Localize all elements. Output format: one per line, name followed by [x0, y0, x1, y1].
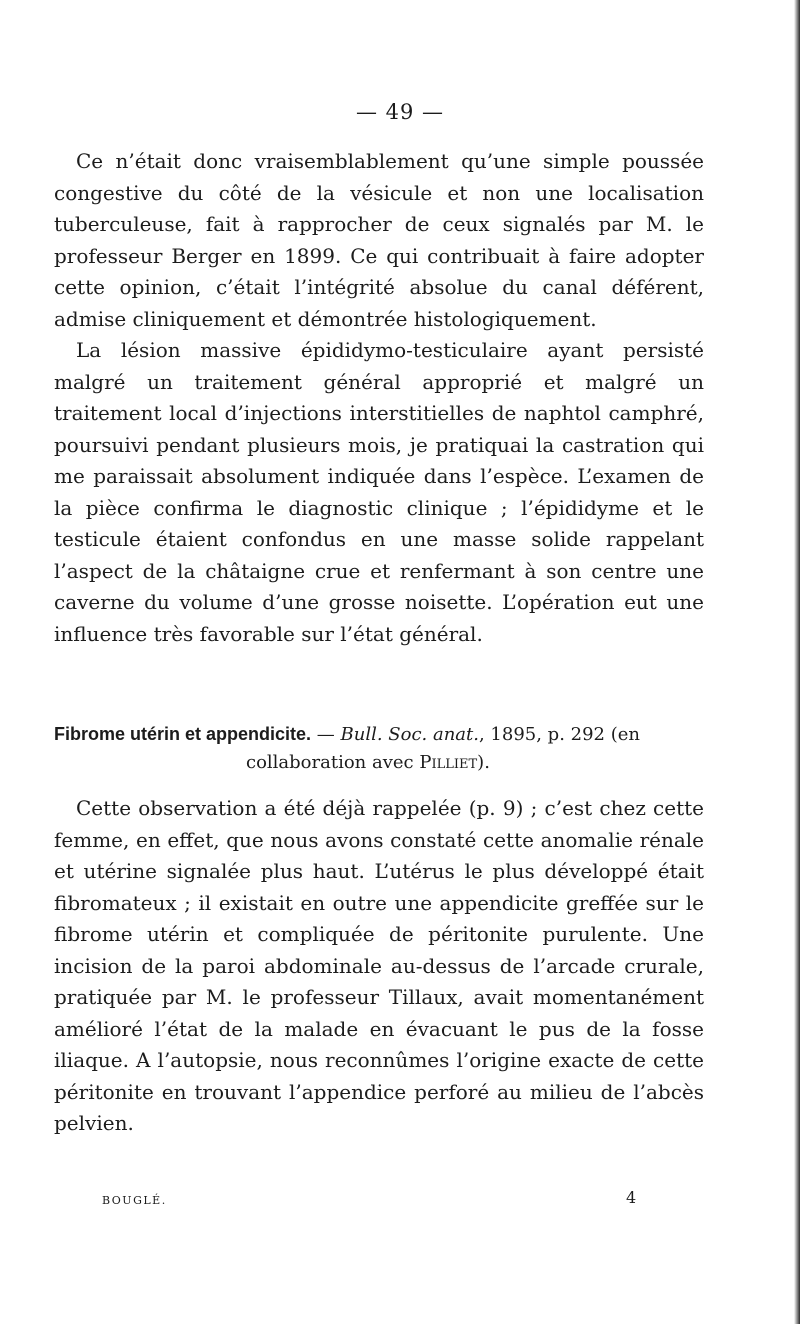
heading-collab-prefix: collaboration avec — [246, 752, 420, 773]
heading-line-2 — [54, 749, 704, 777]
paragraph: Ce n’était donc vraisemblablement qu’une simple poussée congestive du côté de la vésicule et non une localisation tuberculeuse, fait à rapprocher de ceux signalés par M. le professeur Berger en 1899. Ce qui contribuait à faire adopter cette opinion, c’était l’intégrité absolue du canal déférent, admise cliniquement et démontrée histologiquement. — [54, 149, 704, 331]
heading-reference: Bull. Soc. anat. — [340, 724, 479, 745]
paragraph: La lésion massive épididymo-testiculaire ayant persisté malgré un traitement général approprié et malgré un traitement local d’injections interstitielles de naphtol camphré, poursuivi pendant plusieurs mois, je pratiquai la castration qui me paraissait absolument indiquée dans l’espèce. L’examen de la pièce confirma le diagnostic clinique ; l’épididyme et le testicule étaient confondus en une masse solide rappelant l’aspect de la châtaigne crue et renfermant à son centre une caverne du volume d’une grosse noisette. L’opération eut une influence très favorable sur l’état général. — [54, 338, 704, 646]
heading-title: Fibrome utérin et appendicite. — [54, 724, 312, 744]
footer-signature: BOUGLÉ. — [102, 1194, 167, 1207]
heading-collab-suffix: ). — [477, 752, 490, 773]
section-two-text — [54, 793, 704, 1140]
paragraph: Cette observation a été déjà rappelée (p. 9) ; c’est chez cette femme, en effet, que nous avons constaté cette anomalie rénale et utérine signalée plus haut. L’utérus le plus développé était fibromateux ; il existait en outre une appendicite greffée sur le fibrome utérin et compliquée de péritonite purulente. Une incision de la paroi abdominale au-dessus de l’arcade crurale, pratiquée par M. le professeur Tillaux, avait momentanément amélioré l’état de la malade en évacuant le pus de la fosse iliaque. A l’autopsie, nous reconnûmes l’origine exacte de cette péritonite en trouvant l’appendice perforé au milieu de l’abcès pelvien. — [54, 796, 704, 1135]
page-number: — 49 — — [355, 100, 445, 124]
page-edge-shadow — [794, 0, 800, 1324]
section-one-text — [54, 146, 704, 650]
heading-details: , 1895, p. 292 (en — [478, 724, 640, 745]
heading-dash: — — [311, 724, 341, 745]
section-heading — [54, 720, 704, 777]
footer-sheet-number: 4 — [626, 1188, 637, 1207]
heading-collaborator: Pilliet — [419, 752, 478, 773]
